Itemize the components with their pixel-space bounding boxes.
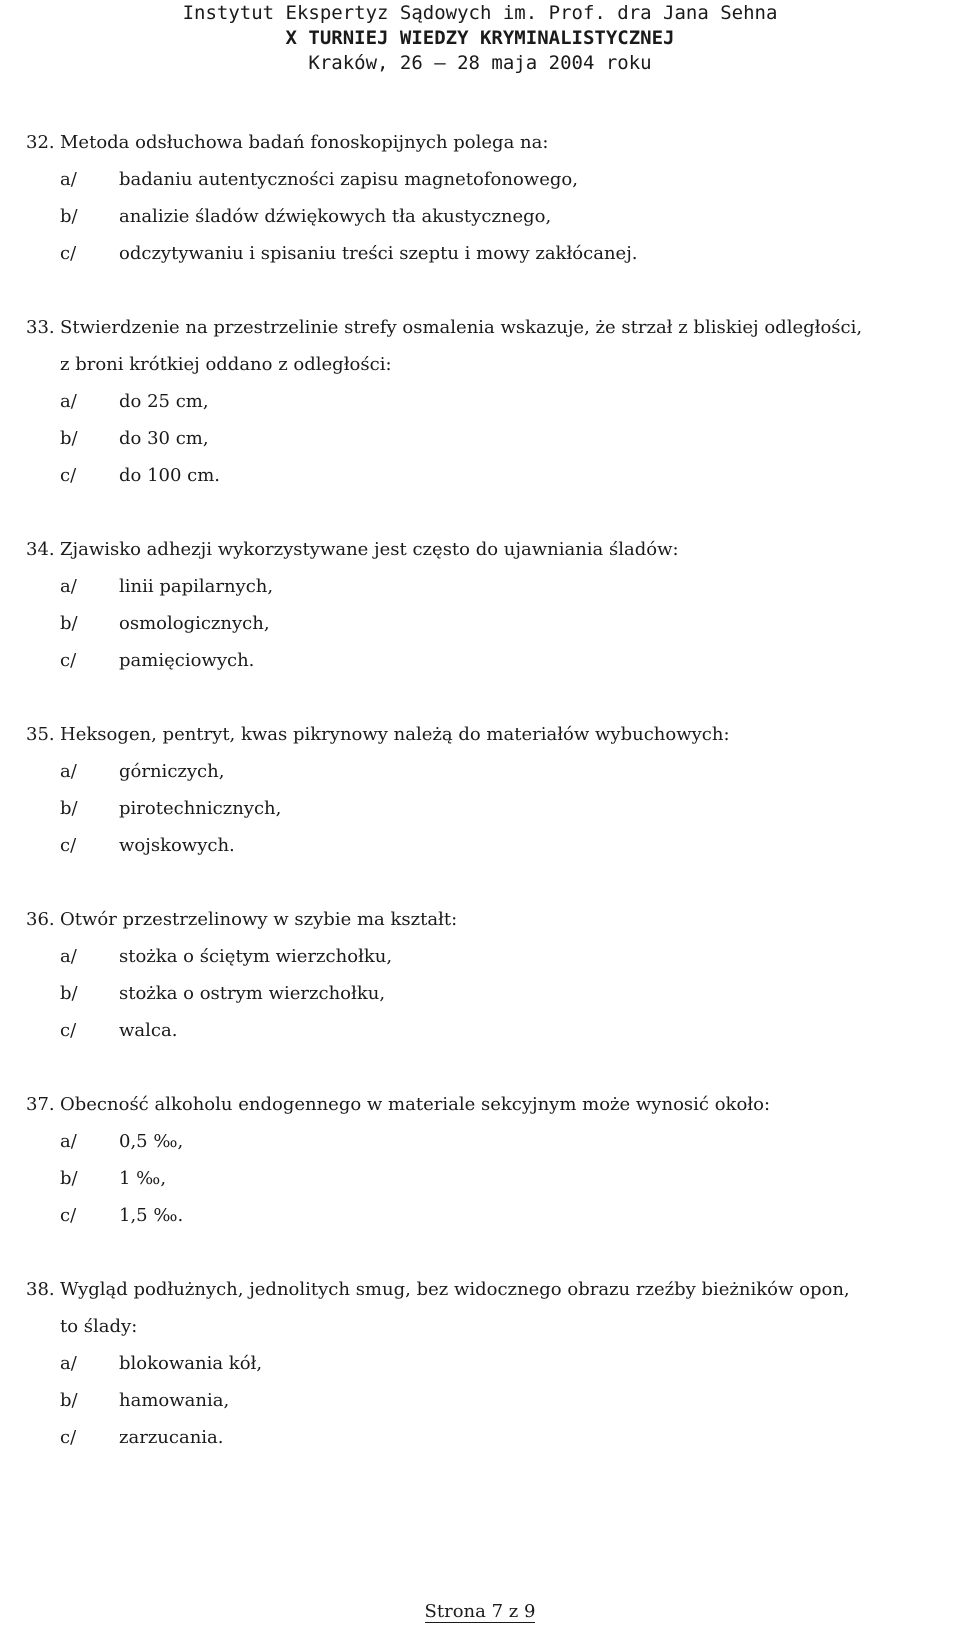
option-letter: a/ (60, 1353, 77, 1374)
question-number: 36. (26, 909, 55, 930)
answer-option-c (26, 1197, 936, 1234)
option-letter: c/ (60, 650, 77, 671)
answer-option-a (26, 1345, 936, 1382)
question-text: Obecność alkoholu endogennego w materiale sekcyjnym może wynosić około: (60, 1094, 771, 1115)
answer-option-b (26, 605, 936, 642)
answer-option-b (26, 1382, 936, 1419)
answer-option-c (26, 642, 936, 679)
answer-option-a (26, 568, 936, 605)
question-38 (26, 1271, 936, 1456)
option-letter: a/ (60, 761, 77, 782)
answer-option-c (26, 235, 936, 272)
question-number: 37. (26, 1094, 55, 1115)
option-text: do 30 cm, (119, 428, 209, 449)
option-text: hamowania, (119, 1390, 230, 1411)
question-text: Wygląd podłużnych, jednolitych smug, bez widocznego obrazu rzeźby bieżników opon, (60, 1279, 850, 1300)
answer-option-c (26, 457, 936, 494)
option-letter: b/ (60, 1168, 78, 1189)
option-text: odczytywaniu i spisaniu treści szeptu i mowy zakłócanej. (119, 243, 638, 264)
option-text: analizie śladów dźwiękowych tła akustycznego, (119, 206, 552, 227)
institute-name: Instytut Ekspertyz Sądowych im. Prof. dra Jana Sehna (182, 2, 778, 24)
option-text: 1 ‰, (119, 1168, 167, 1189)
option-text: 0,5 ‰, (119, 1131, 184, 1152)
option-letter: a/ (60, 1131, 77, 1152)
question-32 (26, 124, 936, 272)
option-letter: c/ (60, 243, 77, 264)
document-header (0, 0, 960, 76)
question-35 (26, 716, 936, 864)
option-text: blokowania kół, (119, 1353, 263, 1374)
option-letter: a/ (60, 576, 77, 597)
option-text: wojskowych. (119, 835, 235, 856)
option-letter: c/ (60, 835, 77, 856)
answer-option-c (26, 1419, 936, 1456)
question-text-continued: z broni krótkiej oddano z odległości: (60, 354, 392, 375)
question-number: 38. (26, 1279, 55, 1300)
option-text: badaniu autentyczności zapisu magnetofonowego, (119, 169, 578, 190)
page-footer (0, 1600, 960, 1624)
question-text: Stwierdzenie na przestrzelinie strefy osmalenia wskazuje, że strzał z bliskiej odległości, (60, 317, 863, 338)
option-letter: c/ (60, 1020, 77, 1041)
option-text: pamięciowych. (119, 650, 255, 671)
answer-option-a (26, 161, 936, 198)
option-letter: b/ (60, 798, 78, 819)
question-number: 33. (26, 317, 55, 338)
question-33 (26, 309, 936, 494)
option-text: stożka o ściętym wierzchołku, (119, 946, 393, 967)
option-text: linii papilarnych, (119, 576, 274, 597)
answer-option-b (26, 420, 936, 457)
option-letter: a/ (60, 169, 77, 190)
question-text: Zjawisko adhezji wykorzystywane jest często do ujawniania śladów: (60, 539, 679, 560)
answer-option-a (26, 383, 936, 420)
option-text: stożka o ostrym wierzchołku, (119, 983, 386, 1004)
option-text: 1,5 ‰. (119, 1205, 184, 1226)
option-letter: b/ (60, 613, 78, 634)
question-text-continued: to ślady: (60, 1316, 138, 1337)
answer-option-a (26, 1123, 936, 1160)
option-letter: c/ (60, 465, 77, 486)
question-34 (26, 531, 936, 679)
answer-option-c (26, 1012, 936, 1049)
answer-option-b (26, 975, 936, 1012)
option-text: do 25 cm, (119, 391, 209, 412)
event-date: Kraków, 26 – 28 maja 2004 roku (308, 52, 652, 74)
question-number: 32. (26, 132, 55, 153)
question-text: Otwór przestrzelinowy w szybie ma kształt: (60, 909, 458, 930)
answer-option-b (26, 198, 936, 235)
answer-option-a (26, 938, 936, 975)
question-36 (26, 901, 936, 1049)
page-number: Strona 7 z 9 (424, 1601, 536, 1622)
answer-option-b (26, 1160, 936, 1197)
option-letter: b/ (60, 1390, 78, 1411)
option-text: walca. (119, 1020, 178, 1041)
option-letter: a/ (60, 391, 77, 412)
option-letter: b/ (60, 428, 78, 449)
option-letter: a/ (60, 946, 77, 967)
option-letter: c/ (60, 1427, 77, 1448)
option-text: zarzucania. (119, 1427, 224, 1448)
questions-list (26, 124, 936, 1493)
answer-option-a (26, 753, 936, 790)
option-text: do 100 cm. (119, 465, 221, 486)
question-number: 34. (26, 539, 55, 560)
question-text: Heksogen, pentryt, kwas pikrynowy należą do materiałów wybuchowych: (60, 724, 730, 745)
option-letter: b/ (60, 206, 78, 227)
option-text: górniczych, (119, 761, 225, 782)
option-text: pirotechnicznych, (119, 798, 282, 819)
answer-option-c (26, 827, 936, 864)
option-letter: c/ (60, 1205, 77, 1226)
question-number: 35. (26, 724, 55, 745)
question-text: Metoda odsłuchowa badań fonoskopijnych polega na: (60, 132, 549, 153)
option-text: osmologicznych, (119, 613, 270, 634)
option-letter: b/ (60, 983, 78, 1004)
question-37 (26, 1086, 936, 1234)
answer-option-b (26, 790, 936, 827)
contest-title: X TURNIEJ WIEDZY KRYMINALISTYCZNEJ (285, 27, 675, 49)
